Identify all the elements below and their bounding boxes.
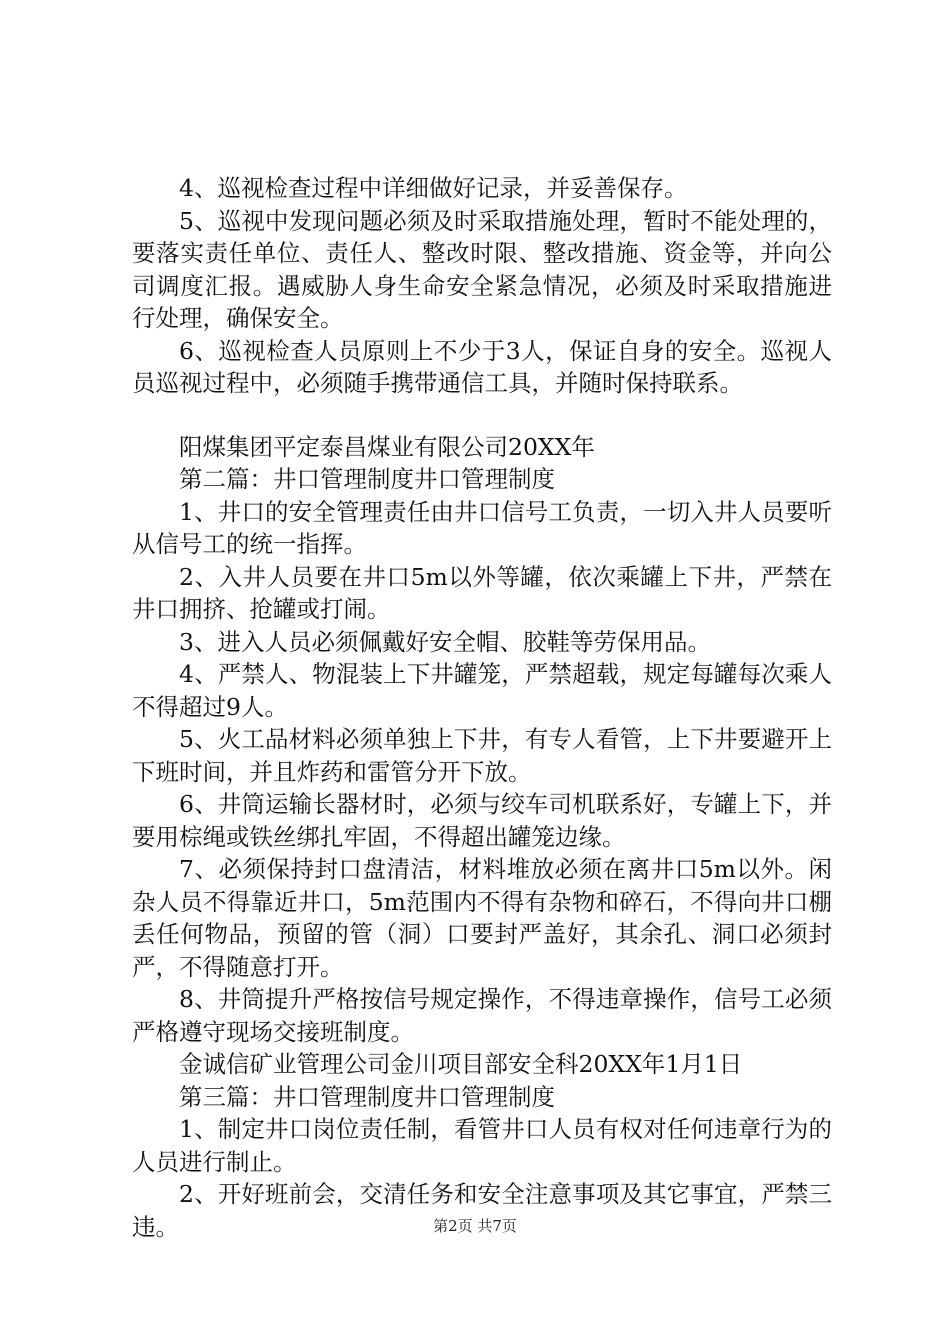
paragraph-part-three-rule-1: 1、制定井口岗位责任制，看管井口人员有权对任何违章行为的人员进行制止。: [132, 1115, 832, 1176]
paragraph-rule-5: 5、火工品材料必须单独上下井，有专人看管，上下井要避开上下班时间，并且炸药和雷管分开下放。: [132, 725, 832, 786]
section-heading-part-two: 第二篇：井口管理制度井口管理制度: [179, 465, 555, 493]
paragraph-patrol-staffing: 6、巡视检查人员原则上不少于3人，保证自身的安全。巡视人员巡视过程中，必须随手携带通信工具，并随时保持联系。: [132, 336, 832, 397]
signature-line-department: 金诚信矿业管理公司金川项目部安全科20XX年1月1日: [179, 1050, 743, 1078]
document-body: [132, 172, 832, 1243]
paragraph-rule-2: 2、入井人员要在井口5m以外等罐，依次乘罐上下井，严禁在井口拥挤、抢罐或打闹。: [132, 562, 832, 623]
paragraph-rule-7: 7、必须保持封口盘清洁，材料堆放必须在离井口5m以外。闲杂人员不得靠近井口，5m范围内不得有杂物和碎石，不得向井口棚丢任何物品，预留的管（洞）口要封严盖好，其余孔、洞口必须封严，不得随意打开。: [132, 855, 832, 981]
paragraph-spacer: [132, 400, 832, 431]
signature-line-company: 阳煤集团平定泰昌煤业有限公司20XX年: [179, 432, 595, 461]
section-heading-part-three: 第三篇：井口管理制度井口管理制度: [179, 1082, 555, 1111]
page-number-footer: 第2页 共7页: [433, 1217, 517, 1235]
paragraph-part-three-rule-2: 2、开好班前会，交清任务和安全注意事项及其它事宜，严禁三违。: [132, 1180, 832, 1241]
paragraph-rule-4: 4、严禁人、物混装上下井罐笼，严禁超载，规定每罐每次乘人不得超过9人。: [132, 660, 832, 721]
paragraph-rule-3: 3、进入人员必须佩戴好安全帽、胶鞋等劳保用品。: [179, 627, 711, 656]
paragraph-patrol-problem-handling: 5、巡视中发现问题必须及时采取措施处理，暂时不能处理的，要落实责任单位、责任人、整改时限、整改措施、资金等，并向公司调度汇报。遇威胁人身生命安全紧急情况，必须及时采取措施进行处理，确保安全。: [132, 206, 832, 332]
paragraph-rule-8: 8、井筒提升严格按信号规定操作，不得违章操作，信号工必须严格遵守现场交接班制度。: [132, 985, 832, 1046]
paragraph-rule-6: 6、井筒运输长器材时，必须与绞车司机联系好，专罐上下，并要用棕绳或铁丝绑扎牢固，不得超出罐笼边缘。: [132, 790, 832, 851]
paragraph-patrol-record: 4、巡视检查过程中详细做好记录，并妥善保存。: [179, 174, 688, 202]
paragraph-rule-1: 1、井口的安全管理责任由井口信号工负责，一切入井人员要听从信号工的统一指挥。: [132, 497, 832, 558]
